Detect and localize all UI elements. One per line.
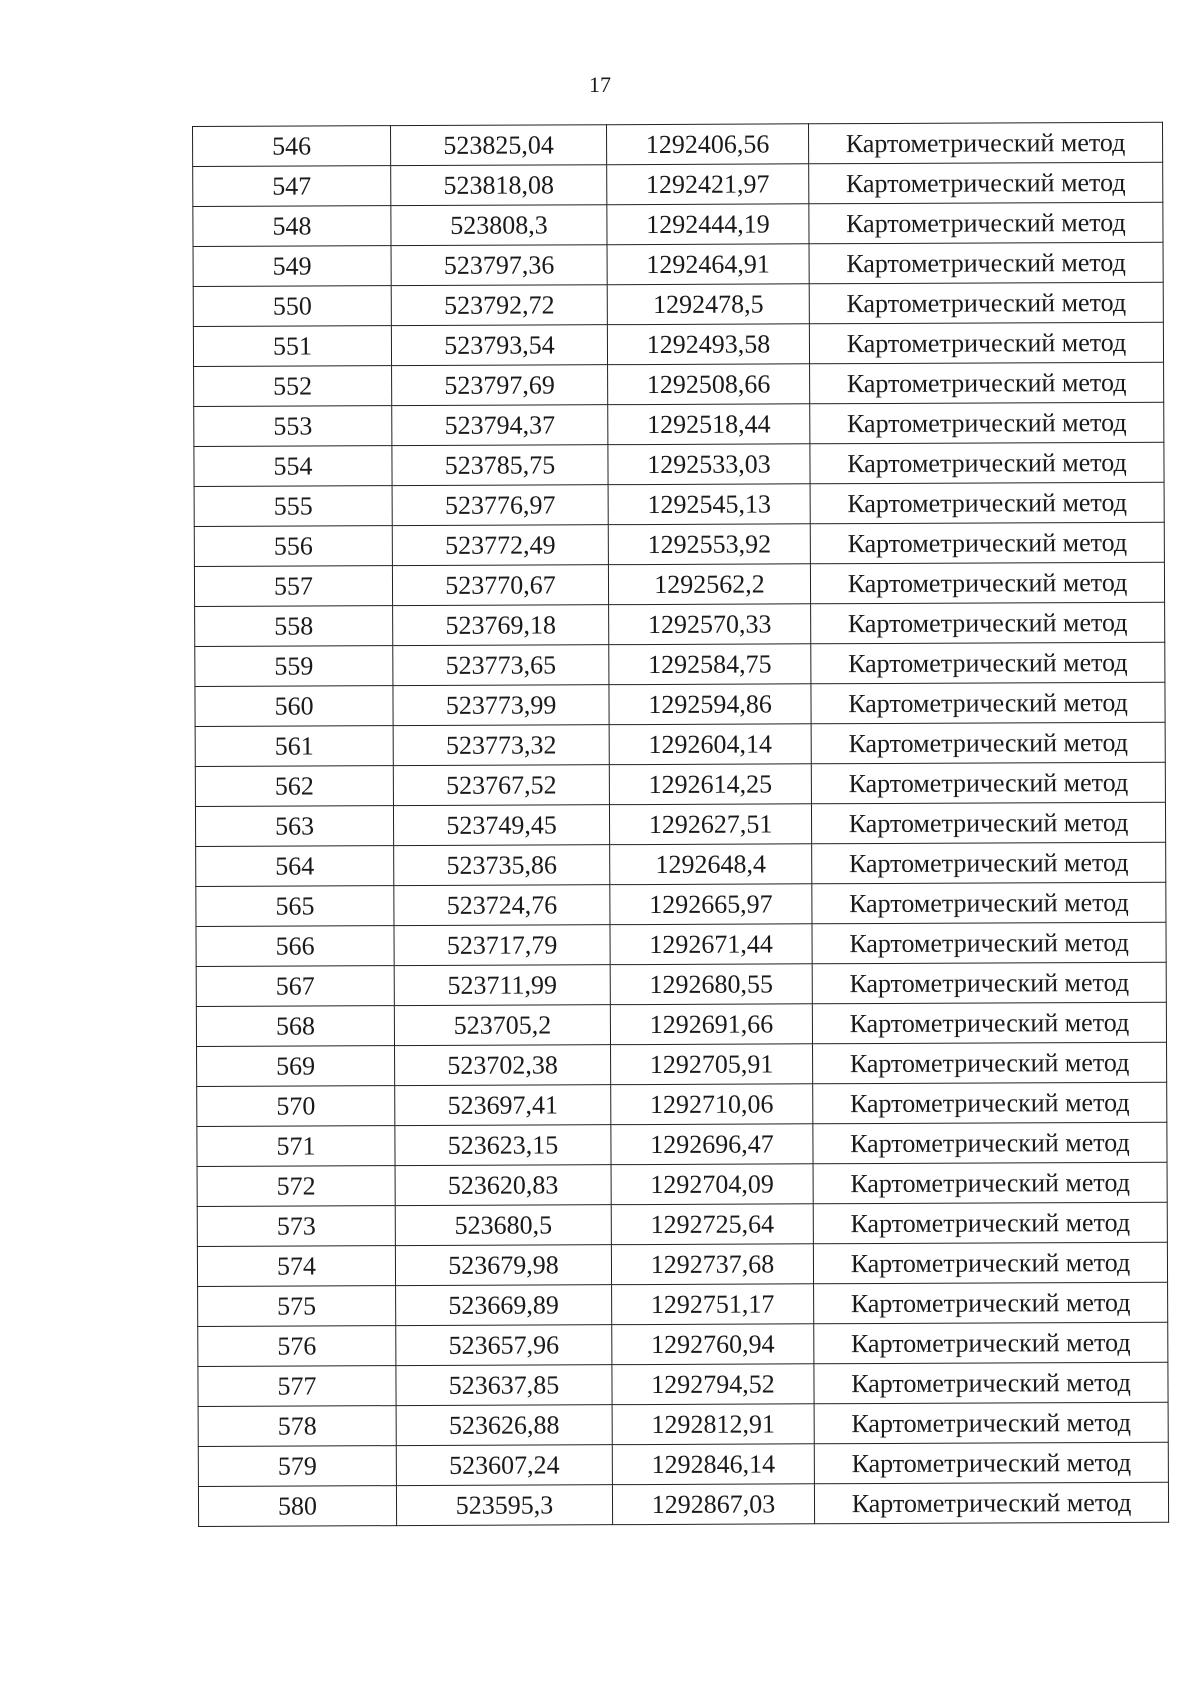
method-cell: Картометрический метод [812, 922, 1166, 964]
x-coordinate-cell: 523749,45 [393, 805, 609, 846]
x-coordinate-cell: 523702,38 [395, 1045, 611, 1086]
x-coordinate-cell: 523595,3 [396, 1485, 612, 1526]
table-row [196, 882, 1166, 926]
y-coordinate-cell: 1292691,66 [610, 1004, 812, 1045]
method-cell: Картометрический метод [810, 562, 1164, 604]
y-coordinate-cell: 1292705,91 [611, 1044, 813, 1085]
point-number-cell: 568 [196, 1006, 394, 1047]
x-coordinate-cell: 523797,36 [391, 245, 607, 286]
y-coordinate-cell: 1292710,06 [611, 1084, 813, 1125]
point-number-cell: 548 [193, 206, 391, 247]
table-row [198, 1322, 1168, 1366]
table-row [198, 1362, 1168, 1406]
method-cell: Картометрический метод [812, 962, 1166, 1004]
y-coordinate-cell: 1292627,51 [609, 804, 811, 845]
point-number-cell: 550 [193, 286, 391, 327]
y-coordinate-cell: 1292725,64 [611, 1204, 813, 1245]
point-number-cell: 556 [194, 526, 392, 567]
point-number-cell: 572 [197, 1166, 395, 1207]
point-number-cell: 559 [195, 646, 393, 687]
x-coordinate-cell: 523769,18 [393, 605, 609, 646]
point-number-cell: 557 [194, 566, 392, 607]
method-cell: Картометрический метод [814, 1402, 1168, 1444]
y-coordinate-cell: 1292464,91 [607, 244, 809, 285]
y-coordinate-cell: 1292508,66 [608, 364, 810, 405]
method-cell: Картометрический метод [810, 522, 1164, 564]
method-cell: Картометрический метод [814, 1442, 1168, 1484]
point-number-cell: 546 [193, 126, 391, 167]
table-row [198, 1402, 1168, 1446]
table-row [196, 962, 1166, 1006]
method-cell: Картометрический метод [814, 1322, 1168, 1364]
table-row [197, 1162, 1167, 1206]
y-coordinate-cell: 1292444,19 [607, 204, 809, 245]
y-coordinate-cell: 1292533,03 [608, 444, 810, 485]
table-row [194, 442, 1164, 486]
point-number-cell: 567 [196, 966, 394, 1007]
method-cell: Картометрический метод [813, 1242, 1167, 1284]
y-coordinate-cell: 1292696,47 [611, 1124, 813, 1165]
point-number-cell: 569 [197, 1046, 395, 1087]
y-coordinate-cell: 1292553,92 [608, 524, 810, 565]
table-row [197, 1122, 1167, 1166]
table-row [195, 762, 1165, 806]
method-cell: Картометрический метод [813, 1042, 1167, 1084]
y-coordinate-cell: 1292665,97 [610, 884, 812, 925]
point-number-cell: 571 [197, 1126, 395, 1167]
table-row [197, 1242, 1167, 1286]
table-row [194, 402, 1164, 446]
point-number-cell: 576 [198, 1326, 396, 1367]
x-coordinate-cell: 523776,97 [392, 485, 608, 526]
method-cell: Картометрический метод [808, 122, 1162, 164]
table-row [194, 362, 1164, 406]
table-row [193, 122, 1163, 166]
point-number-cell: 554 [194, 446, 392, 487]
method-cell: Картометрический метод [811, 682, 1165, 724]
x-coordinate-cell: 523818,08 [391, 165, 607, 206]
point-number-cell: 573 [197, 1206, 395, 1247]
x-coordinate-cell: 523626,88 [396, 1405, 612, 1446]
y-coordinate-cell: 1292680,55 [610, 964, 812, 1005]
table-row [193, 242, 1163, 286]
method-cell: Картометрический метод [814, 1482, 1168, 1524]
table-row [198, 1442, 1168, 1486]
method-cell: Картометрический метод [812, 1002, 1166, 1044]
method-cell: Картометрический метод [809, 162, 1163, 204]
table-row [197, 1042, 1167, 1086]
method-cell: Картометрический метод [814, 1282, 1168, 1324]
point-number-cell: 565 [196, 886, 394, 927]
point-number-cell: 575 [198, 1286, 396, 1327]
y-coordinate-cell: 1292867,03 [612, 1484, 814, 1525]
x-coordinate-cell: 523792,72 [391, 285, 607, 326]
point-number-cell: 579 [198, 1446, 396, 1487]
method-cell: Картометрический метод [810, 442, 1164, 484]
point-number-cell: 574 [197, 1246, 395, 1287]
point-number-cell: 549 [193, 246, 391, 287]
method-cell: Картометрический метод [813, 1162, 1167, 1204]
point-number-cell: 578 [198, 1406, 396, 1447]
method-cell: Картометрический метод [809, 322, 1163, 364]
table-row [198, 1282, 1168, 1326]
x-coordinate-cell: 523607,24 [396, 1445, 612, 1486]
x-coordinate-cell: 523620,83 [395, 1165, 611, 1206]
x-coordinate-cell: 523772,49 [392, 525, 608, 566]
y-coordinate-cell: 1292737,68 [611, 1244, 813, 1285]
method-cell: Картометрический метод [813, 1202, 1167, 1244]
table-row [193, 282, 1163, 326]
x-coordinate-cell: 523773,99 [393, 685, 609, 726]
point-number-cell: 560 [195, 686, 393, 727]
x-coordinate-cell: 523773,65 [393, 645, 609, 686]
table-row [193, 162, 1163, 206]
y-coordinate-cell: 1292594,86 [609, 684, 811, 725]
x-coordinate-cell: 523669,89 [396, 1285, 612, 1326]
point-number-cell: 577 [198, 1366, 396, 1407]
x-coordinate-cell: 523767,52 [393, 765, 609, 806]
y-coordinate-cell: 1292570,33 [609, 604, 811, 645]
x-coordinate-cell: 523808,3 [391, 205, 607, 246]
x-coordinate-cell: 523825,04 [391, 125, 607, 166]
point-number-cell: 566 [196, 926, 394, 967]
x-coordinate-cell: 523623,15 [395, 1125, 611, 1166]
y-coordinate-cell: 1292760,94 [612, 1324, 814, 1365]
y-coordinate-cell: 1292671,44 [610, 924, 812, 965]
x-coordinate-cell: 523657,96 [396, 1325, 612, 1366]
point-number-cell: 551 [193, 326, 391, 367]
table-row [195, 682, 1165, 726]
table-row [194, 522, 1164, 566]
method-cell: Картометрический метод [809, 282, 1163, 324]
y-coordinate-cell: 1292545,13 [608, 484, 810, 525]
y-coordinate-cell: 1292478,5 [607, 284, 809, 325]
coordinates-table-body [193, 122, 1169, 1526]
x-coordinate-cell: 523793,54 [391, 325, 607, 366]
method-cell: Картометрический метод [812, 842, 1166, 884]
x-coordinate-cell: 523679,98 [395, 1245, 611, 1286]
table-row [194, 562, 1164, 606]
method-cell: Картометрический метод [811, 642, 1165, 684]
table-row [195, 602, 1165, 646]
point-number-cell: 570 [197, 1086, 395, 1127]
table-row [196, 922, 1166, 966]
point-number-cell: 580 [198, 1486, 396, 1527]
table-row [194, 482, 1164, 526]
page-number: 17 [589, 72, 611, 97]
y-coordinate-cell: 1292604,14 [609, 724, 811, 765]
method-cell: Картометрический метод [811, 722, 1165, 764]
x-coordinate-cell: 523680,5 [395, 1205, 611, 1246]
table-row [198, 1482, 1168, 1526]
x-coordinate-cell: 523697,41 [395, 1085, 611, 1126]
method-cell: Картометрический метод [813, 1082, 1167, 1124]
method-cell: Картометрический метод [814, 1362, 1168, 1404]
x-coordinate-cell: 523794,37 [392, 405, 608, 446]
y-coordinate-cell: 1292614,25 [609, 764, 811, 805]
point-number-cell: 563 [195, 806, 393, 847]
y-coordinate-cell: 1292584,75 [609, 644, 811, 685]
x-coordinate-cell: 523717,79 [394, 925, 610, 966]
point-number-cell: 558 [195, 606, 393, 647]
point-number-cell: 564 [196, 846, 394, 887]
x-coordinate-cell: 523711,99 [394, 965, 610, 1006]
y-coordinate-cell: 1292751,17 [612, 1284, 814, 1325]
y-coordinate-cell: 1292812,91 [612, 1404, 814, 1445]
y-coordinate-cell: 1292562,2 [608, 564, 810, 605]
table-row [197, 1202, 1167, 1246]
table-row [195, 802, 1165, 846]
x-coordinate-cell: 523724,76 [394, 885, 610, 926]
x-coordinate-cell: 523735,86 [394, 845, 610, 886]
table-row [195, 722, 1165, 766]
method-cell: Картометрический метод [813, 1122, 1167, 1164]
y-coordinate-cell: 1292493,58 [607, 324, 809, 365]
x-coordinate-cell: 523785,75 [392, 445, 608, 486]
method-cell: Картометрический метод [811, 802, 1165, 844]
table-row [195, 642, 1165, 686]
table-row [197, 1082, 1167, 1126]
x-coordinate-cell: 523797,69 [392, 365, 608, 406]
y-coordinate-cell: 1292518,44 [608, 404, 810, 445]
method-cell: Картометрический метод [812, 882, 1166, 924]
method-cell: Картометрический метод [809, 202, 1163, 244]
x-coordinate-cell: 523773,32 [393, 725, 609, 766]
point-number-cell: 552 [194, 366, 392, 407]
method-cell: Картометрический метод [809, 242, 1163, 284]
method-cell: Картометрический метод [811, 602, 1165, 644]
point-number-cell: 562 [195, 766, 393, 807]
point-number-cell: 553 [194, 406, 392, 447]
table-row [193, 322, 1163, 366]
y-coordinate-cell: 1292704,09 [611, 1164, 813, 1205]
method-cell: Картометрический метод [811, 762, 1165, 804]
method-cell: Картометрический метод [810, 482, 1164, 524]
y-coordinate-cell: 1292794,52 [612, 1364, 814, 1405]
table-row [196, 1002, 1166, 1046]
x-coordinate-cell: 523770,67 [392, 565, 608, 606]
method-cell: Картометрический метод [810, 402, 1164, 444]
y-coordinate-cell: 1292421,97 [607, 164, 809, 205]
method-cell: Картометрический метод [810, 362, 1164, 404]
table-row [196, 842, 1166, 886]
x-coordinate-cell: 523637,85 [396, 1365, 612, 1406]
x-coordinate-cell: 523705,2 [394, 1005, 610, 1046]
y-coordinate-cell: 1292846,14 [612, 1444, 814, 1485]
y-coordinate-cell: 1292648,4 [610, 844, 812, 885]
point-number-cell: 561 [195, 726, 393, 767]
coordinates-table [192, 122, 1169, 1527]
point-number-cell: 547 [193, 166, 391, 207]
table-row [193, 202, 1163, 246]
point-number-cell: 555 [194, 486, 392, 527]
y-coordinate-cell: 1292406,56 [606, 124, 808, 165]
